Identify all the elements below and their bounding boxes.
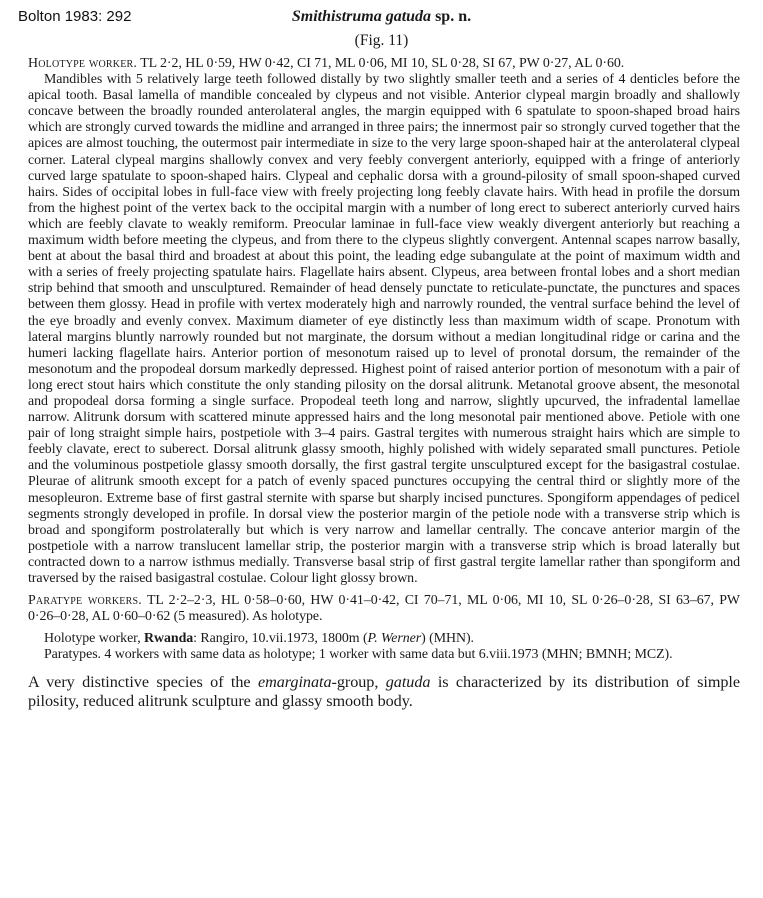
paratype-material: Paratypes. 4 workers with same data as holotype; 1 worker with same data but 6.viii.1973 (MHN; BMNH; MCZ). xyxy=(44,647,673,663)
remarks-part-2: -group, xyxy=(331,673,386,692)
holotype-measurements-paragraph xyxy=(28,56,740,72)
holotype-material xyxy=(28,631,740,647)
holotype-heading: Holotype worker. xyxy=(28,56,138,71)
species-group-name: emarginata xyxy=(257,673,332,692)
holotype-material-lead: Holotype worker, xyxy=(44,631,145,647)
species-title xyxy=(0,8,763,26)
paratype-paragraph xyxy=(28,593,740,625)
holotype-collector: P. Werner xyxy=(367,631,422,647)
holotype-measurements: TL 2·2, HL 0·59, HW 0·42, CI 71, ML 0·06, MI 10, SL 0·28, SI 67, PW 0·27, AL 0·60. xyxy=(140,56,625,71)
remarks-species-name: gatuda xyxy=(385,673,431,692)
paratype-heading: Paratype workers. xyxy=(28,593,142,609)
holotype-depository: ) (MHN). xyxy=(421,631,474,647)
holotype-country: Rwanda xyxy=(144,631,194,647)
remarks-part-1: A very distinctive species of the xyxy=(28,673,258,692)
remarks-part-3: is characterized by its distribution of simple pilosity, reduced alitrunk sculpture and glassy smooth body. xyxy=(28,673,740,711)
holotype-description: Mandibles with 5 relatively large teeth followed distally by two slightly smaller teeth and a series of 4 denticles before the apical tooth. Basal lamella of mandible concealed by clypeus and not visible. Anterior clypeal margin broadly and shallowly concave between the broadly rounded anterolateral angles, the margin equipped with 6 spatulate to spoon-shaped broad hairs which are strongly curved towards the midline and arranged in three pairs; the innermost pair so strongly curved together that the apices are almost touching, the outermost pair intermediate in size to the very large spoon-shaped hair at the anterolateral clypeal corner. Lateral clypeal margins shallowly convex and very feebly convergent anteriorly, equipped with a fringe of anteriorly curved large spatulate to spoon-shaped hairs. Clypeal and cephalic dorsa with a ground-pilosity of small spoon-shaped curved hairs. Sides of occipital lobes in full-face view with freely projecting long feebly clavate hairs. With head in profile the dorsum from the highest point of the vertex back to the occipital margin with a number of long erect to suberect anteriorly curved hairs which are feebly clavate to weakly remiform. Preocular laminae in full-face view weakly divergent anteriorly but reaching a maximum width before meeting the clypeus, and from there to the clypeus slightly convergent. Antennal scapes narrow basally, bent at about the basal third and broadest at about this point, the leading edge subangulate at the point of maximum width and with a series of freely projecting spatulate hairs. Flagellate hairs absent. Clypeus, area between frontal lobes and a short median strip behind that smooth and unsculptured. Remainder of head densely punctate to reticulate-punctate, the punctures and spaces between them glossy. Head in profile with vertex moderately high and narrowly rounded, the ventral surface behind the level of the eye broadly and evenly convex. Maximum diameter of eye distinctly less than maximum width of scape. Pronotum with lateral margins bluntly narrowly rounded but not marginate, the dorsum without a median longitudinal ridge or carina and the humeri lacking flagellate hairs. Anterior portion of mesonotum raised up to level of pronotal dorsum, the remainder of the mesonotum and the propodeal dorsum markedly depressed. Highest point of raised anterior portion of mesonotum with a pair of long erect stout hairs which constitute the only standing pilosity on the dorsal alitrunk. Metanotal groove absent, the mesonotal and propodeal dorsa forming a single surface. Propodeal teeth long and narrow, slightly upcurved, the infradental lamellae narrow. Alitrunk dorsum with scattered minute appressed hairs and the long mesonotal pair mentioned above. Petiole with one pair of long straight simple hairs, postpetiole with 3–4 pairs. Gastral tergites with numerous straight hairs which are simple to feebly clavate, erect to suberect. Dorsal alitrunk glassy smooth, highly polished with widely separated small punctures. Petiole and the voluminous postpetiole glassy smooth dorsally, the first gastral tergite unsculptured except for the basigastral costulae. Pleurae of alitrunk smooth except for a patch of evenly spaced punctures occupying the central third or slightly more of the mesopleuron. Extreme base of first gastral sternite with sparse but sharply incised punctures. Spongiform appendages of pedicel segments strongly developed in profile. In dorsal view the posterior margin of the petiole node with a transverse strip which is broad and spongiform postrolaterally but which is very narrow and lamellar centrally. The concave anterior margin of the postpetiole with a narrow translucent lamellar strip, the posterior margin with a transverse strip which is broad laterally but contracted down to a narrow isthmus medially. Transverse basal strip of first gastral tergite lamellar rather than spongiform and traversed by the raised basigastral costulae. Colour light glossy brown. xyxy=(28,72,740,586)
holotype-locality: : Rangiro, 10.vii.1973, 1800m ( xyxy=(193,631,368,647)
figure-reference: (Fig. 11) xyxy=(354,32,409,49)
paratype-measurements: TL 2·2–2·3, HL 0·58–0·60, HW 0·41–0·42, CI 70–71, ML 0·06, MI 10, SL 0·26–0·28, SI 63–67, PW 0·26–0·28, AL 0·60–0·62 (5 measured). As holotype. xyxy=(28,593,740,625)
species-status: sp. n. xyxy=(435,8,472,25)
species-remarks xyxy=(28,673,740,711)
species-name: Smithistruma gatuda xyxy=(291,8,432,25)
source-citation: Bolton 1983: 292 xyxy=(18,8,132,25)
description-body xyxy=(28,56,740,711)
